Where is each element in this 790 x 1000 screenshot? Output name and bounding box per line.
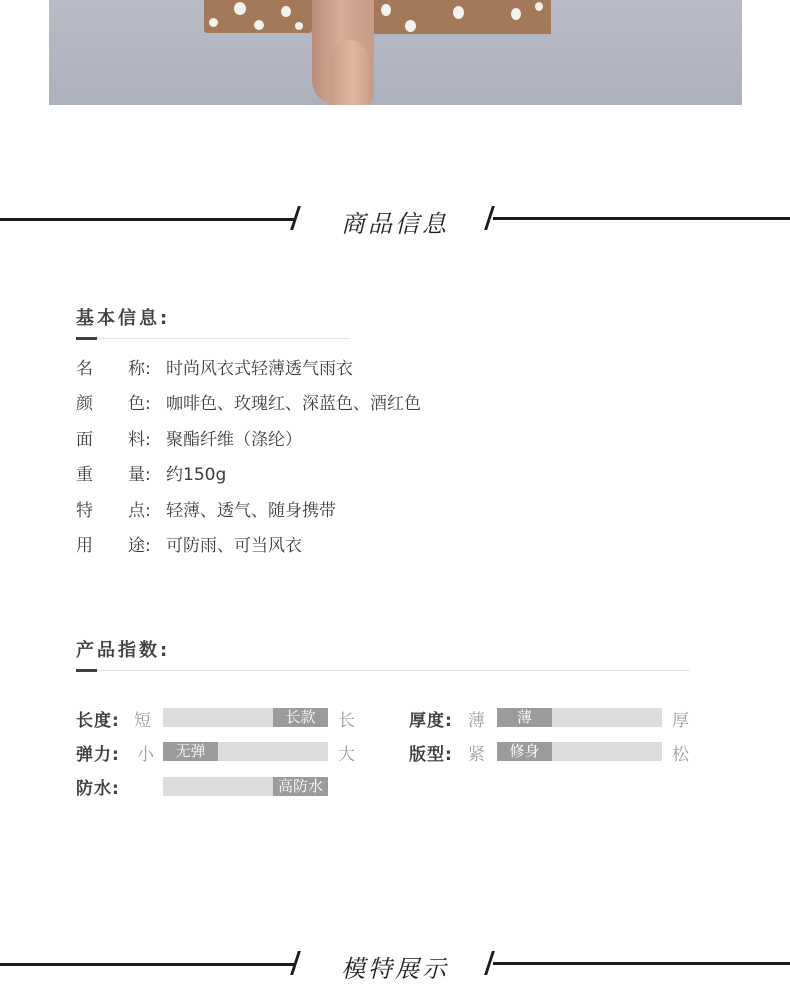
info-label-colon: :: [145, 430, 151, 450]
product-index-title: 产品指数:: [76, 640, 171, 661]
info-label-char: 重: [76, 465, 93, 485]
fit-max-label: 松: [672, 745, 689, 765]
info-label-char: 称: [128, 359, 145, 379]
info-label-char: 特: [76, 501, 93, 521]
info-value: 咖啡色、玫瑰红、深蓝色、酒红色: [166, 394, 421, 414]
info-value: 轻薄、透气、随身携带: [166, 501, 336, 521]
info-label-char: 颜: [76, 394, 93, 414]
thickness-label: 厚度:: [409, 711, 453, 731]
waterproof-label: 防水:: [76, 779, 120, 799]
model-leg-back: [329, 40, 369, 105]
section-title: 商品信息: [341, 210, 449, 238]
info-label-char: 途: [128, 536, 145, 556]
info-label-char: 色: [128, 394, 145, 414]
section-header-model: [0, 945, 790, 985]
info-label-colon: :: [145, 501, 151, 521]
info-label: [76, 425, 151, 450]
divider-accent: [76, 337, 97, 340]
elasticity-label: 弹力:: [76, 745, 120, 765]
info-label: [76, 354, 151, 379]
info-label-char: 点: [128, 501, 145, 521]
info-label-colon: :: [145, 394, 151, 414]
fit-indicator: 修身: [497, 742, 552, 761]
thickness-min-label: 薄: [468, 711, 485, 731]
section-title: 模特展示: [341, 955, 449, 983]
thickness-max-label: 厚: [672, 711, 689, 731]
info-value: 约150g: [166, 465, 227, 485]
basic-info-title: 基本信息:: [76, 308, 171, 329]
info-label-char: 用: [76, 536, 93, 556]
divider-line: [493, 217, 790, 220]
info-label-char: 量: [128, 465, 145, 485]
length-label: 长度:: [76, 711, 120, 731]
divider: [76, 338, 350, 339]
info-value: 聚酯纤维（涤纶）: [166, 430, 302, 450]
info-label-colon: :: [145, 465, 151, 485]
info-label: [76, 389, 151, 414]
divider-line: [0, 218, 295, 221]
product-photo: [49, 0, 742, 105]
info-label-char: 料: [128, 430, 145, 450]
info-label-char: 名: [76, 359, 93, 379]
info-label: [76, 460, 151, 485]
elasticity-max-label: 大: [338, 745, 355, 765]
divider-line: [0, 963, 295, 966]
info-label-char: 面: [76, 430, 93, 450]
thickness-indicator: 薄: [497, 708, 552, 727]
info-label: [76, 496, 151, 521]
section-header-product-info: [0, 200, 790, 240]
length-max-label: 长: [338, 711, 355, 731]
length-indicator: 长款: [273, 708, 328, 727]
waterproof-indicator: 高防水: [273, 777, 328, 796]
length-min-label: 短: [134, 711, 151, 731]
info-value: 可防雨、可当风衣: [166, 536, 302, 556]
fit-min-label: 紧: [468, 745, 485, 765]
elasticity-indicator: 无弹: [163, 742, 218, 761]
fit-label: 版型:: [409, 745, 453, 765]
divider: [76, 670, 690, 671]
divider-line: [493, 962, 790, 965]
info-label: [76, 531, 151, 556]
info-label-colon: :: [145, 359, 151, 379]
info-label-colon: :: [145, 536, 151, 556]
divider-accent: [76, 669, 97, 672]
elasticity-min-label: 小: [137, 745, 154, 765]
info-value: 时尚风衣式轻薄透气雨衣: [166, 359, 353, 379]
